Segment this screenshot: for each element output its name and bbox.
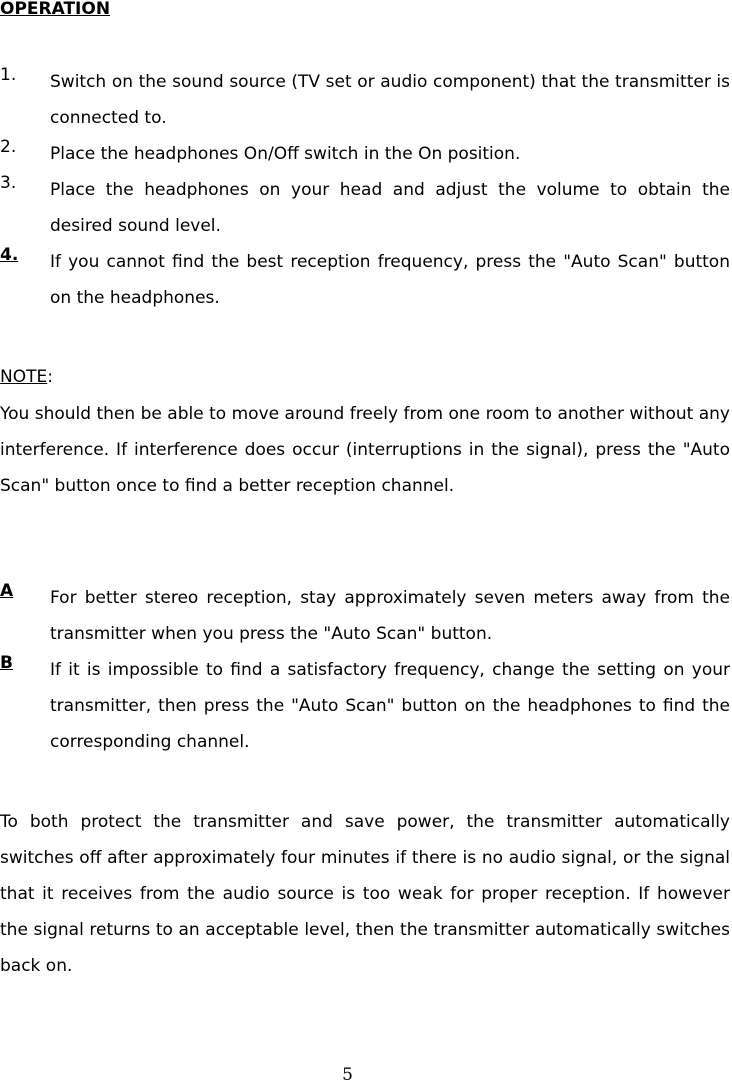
tip-marker-b: B — [0, 653, 13, 673]
note-label: NOTE — [0, 367, 48, 387]
step-marker-3: 3. — [0, 173, 17, 193]
tip-item-b — [0, 652, 730, 760]
step-marker-1: 1. — [0, 65, 17, 85]
note-paragraph: You should then be able to move around freely from one room to another without any interference. If interference does occur (interruptions in the signal), press the "Auto Scan" button once to find a better reception channel. — [0, 404, 730, 496]
note-heading-row — [0, 366, 730, 389]
note-colon: : — [47, 367, 53, 387]
step-item-2 — [0, 136, 730, 172]
step-marker-2: 2. — [0, 137, 17, 157]
step-item-1 — [0, 64, 730, 136]
step-text-1: Switch on the sound source (TV set or audio component) that the transmitter is connected to. — [50, 72, 730, 128]
step-text-4: If you cannot find the best reception frequency, press the "Auto Scan" button on the headphones. — [50, 252, 730, 308]
step-text-2: Place the headphones On/Off switch in the On position. — [50, 144, 521, 164]
tip-text-b: If it is impossible to find a satisfactory frequency, change the setting on your transmitter, then press the "Auto Scan" button on the headphones to find the corresponding channel. — [50, 660, 730, 752]
step-marker-4: 4. — [0, 245, 19, 265]
section-heading: OPERATION — [0, 0, 111, 19]
step-item-4 — [0, 244, 730, 316]
tip-marker-a: A — [0, 581, 14, 601]
page-number: 5 — [342, 1065, 353, 1085]
step-text-3: Place the headphones on your head and adjust the volume to obtain the desired sound level. — [50, 180, 730, 236]
tip-text-a: For better stereo reception, stay approximately seven meters away from the transmitter when you press the "Auto Scan" button. — [50, 588, 730, 644]
power-paragraph: To both protect the transmitter and save power, the transmitter automatically switches off after approximately four minutes if there is no audio signal, or the signal that it receives from the audio source is too weak for proper reception. If however the signal returns to an acceptable level, then the transmitter automatically switches back on. — [0, 812, 730, 976]
step-item-3 — [0, 172, 730, 244]
tip-item-a — [0, 580, 730, 652]
